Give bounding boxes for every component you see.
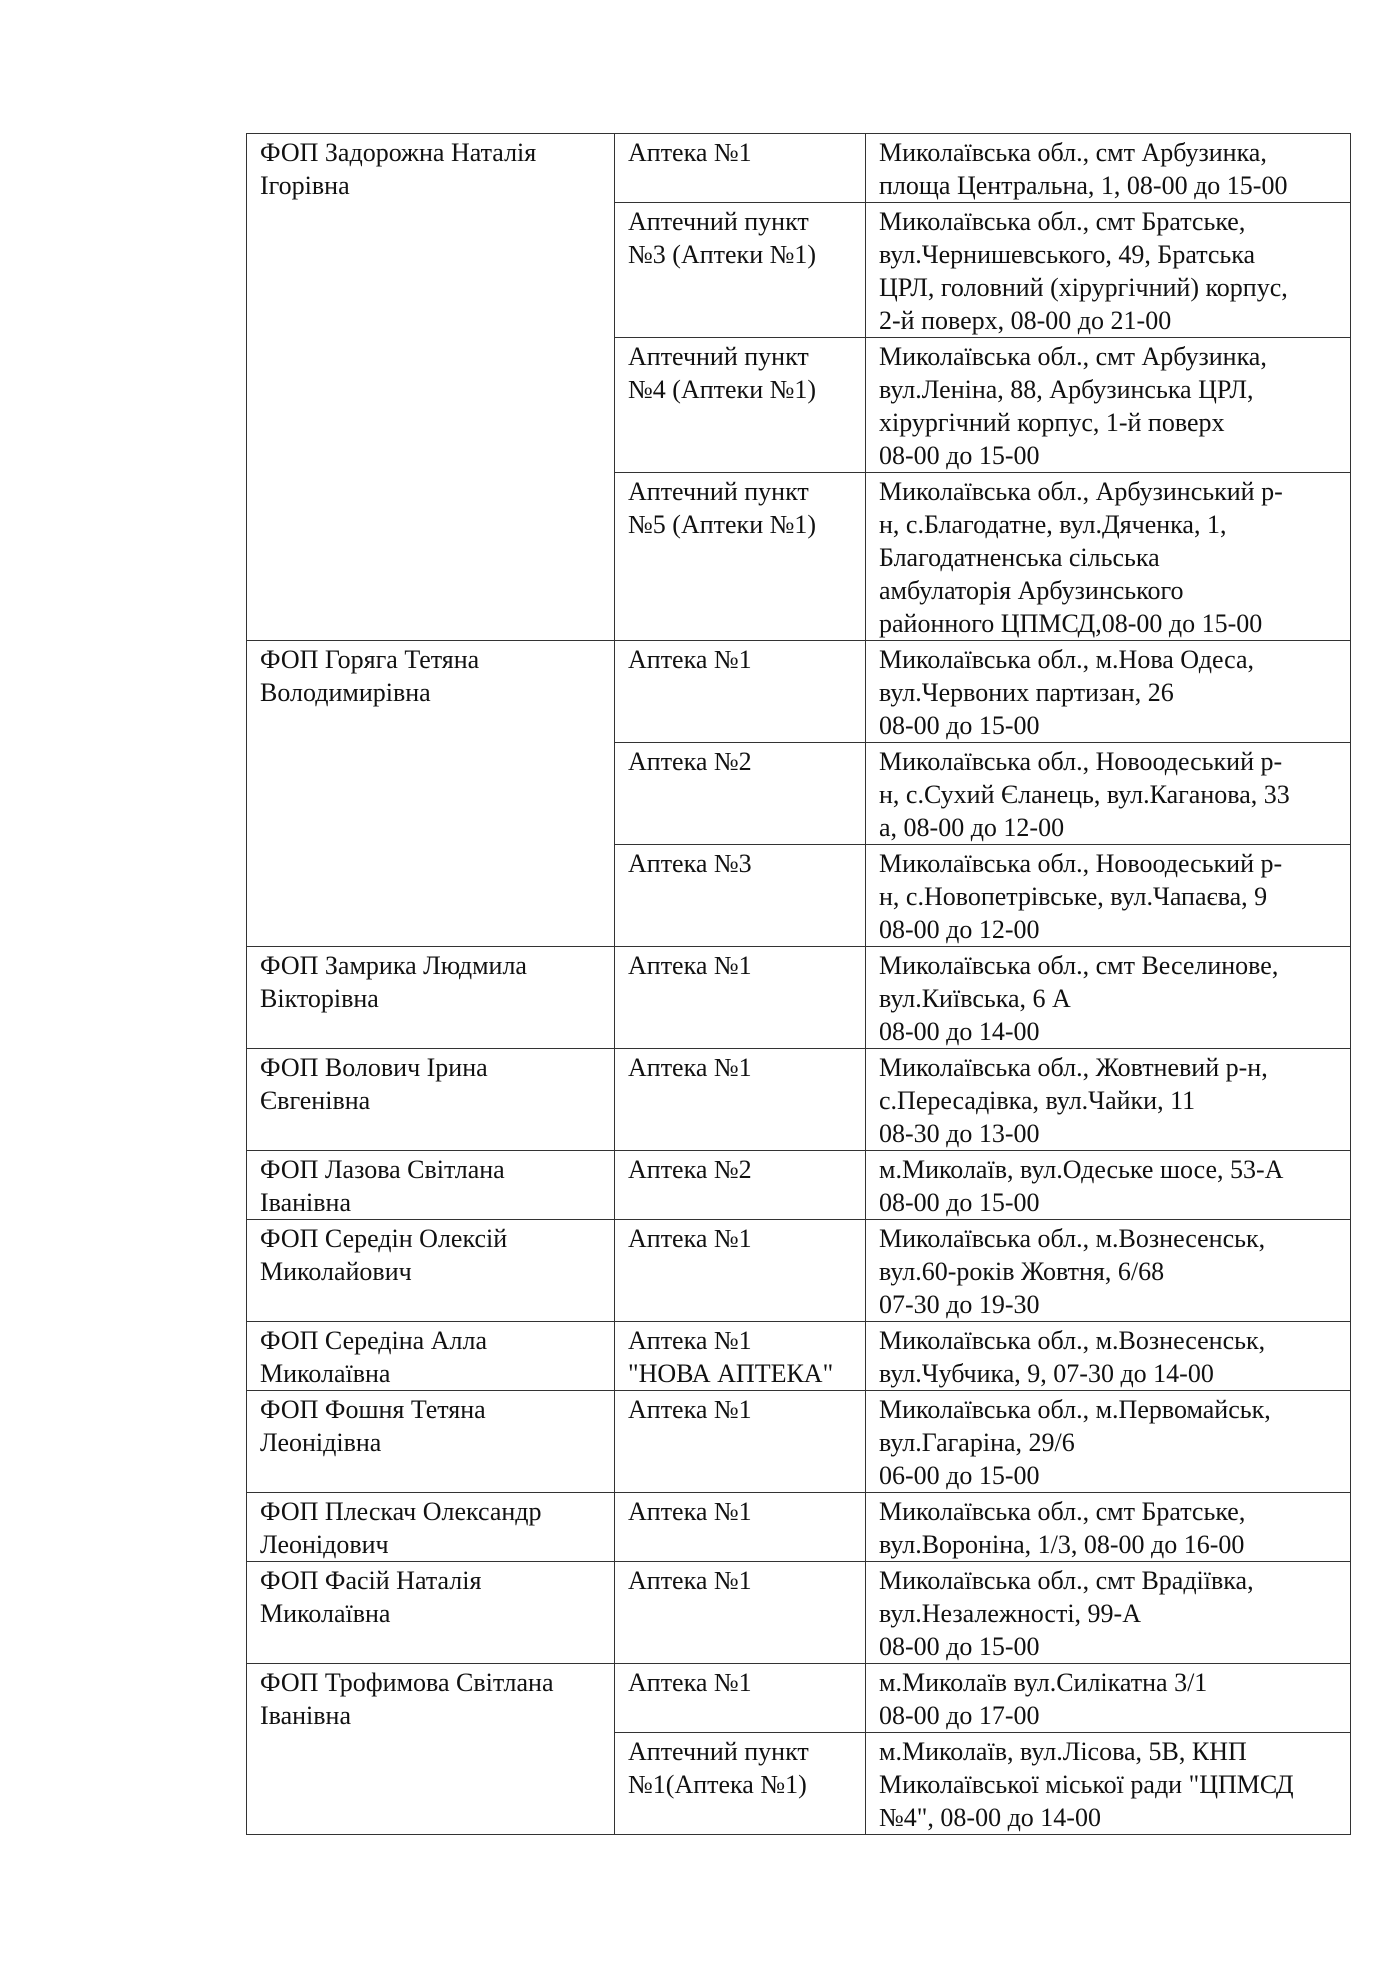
table-row: [247, 1664, 1351, 1733]
address-cell: [866, 947, 1351, 1049]
address-cell: [866, 1049, 1351, 1151]
address-line: н, с.Сухий Єланець, вул.Каганова, 33: [879, 780, 1290, 809]
table-row: [247, 1391, 1351, 1493]
address-line: н, с.Новопетрівське, вул.Чапаєва, 9: [879, 882, 1268, 911]
address-line: Благодатненська сільська: [879, 543, 1160, 572]
address-line: вул.Гагаріна, 29/6: [879, 1428, 1075, 1457]
table-row: [247, 1220, 1351, 1322]
pharmacy-name-line: "НОВА АПТЕКА": [628, 1359, 834, 1388]
pharmacy-cell: [615, 1151, 866, 1220]
pharmacy-name-line: Аптека №2: [628, 1155, 752, 1184]
address-cell: [866, 1391, 1351, 1493]
pharmacy-name-line: Аптека №2: [628, 747, 752, 776]
pharmacy-cell: [615, 1391, 866, 1493]
owner-name-line: ФОП Горяга Тетяна: [260, 645, 480, 674]
pharmacy-name-line: Аптека №1: [628, 1224, 752, 1253]
pharmacy-name-line: Аптечний пункт: [628, 207, 809, 236]
address-line: н, с.Благодатне, вул.Дяченка, 1,: [879, 510, 1227, 539]
owner-name-line: Ігорівна: [260, 171, 350, 200]
address-line: Миколаївська обл., смт Веселинове,: [879, 951, 1279, 980]
owner-cell: [247, 1151, 615, 1220]
owner-name-line: Леонідівна: [260, 1428, 382, 1457]
table-row: [247, 1322, 1351, 1391]
pharmacy-cell: [615, 641, 866, 743]
pharmacy-name-line: Аптечний пункт: [628, 1737, 809, 1766]
owner-cell: [247, 641, 615, 947]
address-line: м.Миколаїв, вул.Одеське шосе, 53-А: [879, 1155, 1284, 1184]
address-line: Миколаївська обл., смт Врадіївка,: [879, 1566, 1254, 1595]
address-line: 08-00 до 17-00: [879, 1701, 1040, 1730]
address-line: с.Пересадівка, вул.Чайки, 11: [879, 1086, 1196, 1115]
owner-cell: [247, 1664, 615, 1835]
address-line: Миколаївська обл., смт Арбузинка,: [879, 342, 1267, 371]
owner-name-line: ФОП Волович Ірина: [260, 1053, 488, 1082]
address-line: Миколаївська обл., Арбузинський р-: [879, 477, 1283, 506]
address-line: Миколаївська обл., смт Братське,: [879, 1497, 1246, 1526]
owner-name-line: ФОП Замрика Людмила: [260, 951, 527, 980]
address-line: площа Центральна, 1, 08-00 до 15-00: [879, 171, 1288, 200]
address-line: 2-й поверх, 08-00 до 21-00: [879, 306, 1172, 335]
address-cell: [866, 1322, 1351, 1391]
address-line: вул.Незалежності, 99-А: [879, 1599, 1141, 1628]
owner-cell: [247, 1391, 615, 1493]
address-line: вул.Червоних партизан, 26: [879, 678, 1174, 707]
address-line: Миколаївська обл., м.Вознесенськ,: [879, 1224, 1266, 1253]
pharmacy-cell: [615, 203, 866, 338]
address-line: 07-30 до 19-30: [879, 1290, 1040, 1319]
owner-name-line: Володимирівна: [260, 678, 431, 707]
owner-cell: [247, 1322, 615, 1391]
pharmacy-name-line: №5 (Аптеки №1): [628, 510, 817, 539]
address-line: вул.60-років Жовтня, 6/68: [879, 1257, 1165, 1286]
address-line: ЦРЛ, головний (хірургічний) корпус,: [879, 273, 1288, 302]
table-row: [247, 1049, 1351, 1151]
pharmacy-name-line: Аптека №1: [628, 1566, 752, 1595]
owner-name-line: Іванівна: [260, 1701, 351, 1730]
pharmacy-name-line: Аптека №1: [628, 645, 752, 674]
owner-name-line: ФОП Плескач Олександр: [260, 1497, 542, 1526]
pharmacy-cell: [615, 1493, 866, 1562]
address-line: 08-00 до 15-00: [879, 711, 1040, 740]
pharmacy-name-line: №3 (Аптеки №1): [628, 240, 817, 269]
owner-name-line: ФОП Трофимова Світлана: [260, 1668, 554, 1697]
address-cell: [866, 134, 1351, 203]
pharmacy-table: [246, 133, 1351, 1835]
address-cell: [866, 473, 1351, 641]
pharmacy-name-line: Аптека №1: [628, 1053, 752, 1082]
address-line: Миколаївська обл., смт Арбузинка,: [879, 138, 1267, 167]
address-line: Миколаївська обл., Жовтневий р-н,: [879, 1053, 1268, 1082]
owner-name-line: Євгенівна: [260, 1086, 371, 1115]
pharmacy-name-line: №1(Аптека №1): [628, 1770, 807, 1799]
pharmacy-cell: [615, 134, 866, 203]
pharmacy-cell: [615, 1322, 866, 1391]
address-line: Миколаївської міської ради "ЦПМСД: [879, 1770, 1294, 1799]
address-line: вул.Чубчика, 9, 07-30 до 14-00: [879, 1359, 1214, 1388]
address-cell: [866, 1151, 1351, 1220]
address-line: районного ЦПМСД,08-00 до 15-00: [879, 609, 1263, 638]
table-row: [247, 947, 1351, 1049]
owner-name-line: ФОП Середіна Алла: [260, 1326, 487, 1355]
address-line: м.Миколаїв вул.Силікатна 3/1: [879, 1668, 1208, 1697]
address-cell: [866, 203, 1351, 338]
owner-name-line: Миколайович: [260, 1257, 412, 1286]
owner-name-line: Вікторівна: [260, 984, 379, 1013]
table-row: [247, 1151, 1351, 1220]
address-line: хірургічний корпус, 1-й поверх: [879, 408, 1225, 437]
owner-cell: [247, 1562, 615, 1664]
owner-cell: [247, 947, 615, 1049]
pharmacy-name-line: Аптека №1: [628, 1497, 752, 1526]
table-row: [247, 1493, 1351, 1562]
pharmacy-cell: [615, 1733, 866, 1835]
address-line: Миколаївська обл., м.Первомайськ,: [879, 1395, 1271, 1424]
address-line: вул.Київська, 6 А: [879, 984, 1071, 1013]
pharmacy-cell: [615, 1562, 866, 1664]
address-cell: [866, 338, 1351, 473]
owner-cell: [247, 1220, 615, 1322]
address-line: Миколаївська обл., м.Нова Одеса,: [879, 645, 1255, 674]
owner-cell: [247, 134, 615, 641]
address-line: вул.Чернишевського, 49, Братська: [879, 240, 1256, 269]
pharmacy-name-line: Аптечний пункт: [628, 477, 809, 506]
pharmacy-name-line: Аптека №3: [628, 849, 752, 878]
pharmacy-cell: [615, 473, 866, 641]
owner-name-line: Леонідович: [260, 1530, 389, 1559]
address-line: а, 08-00 до 12-00: [879, 813, 1065, 842]
pharmacy-name-line: Аптека №1: [628, 951, 752, 980]
owner-name-line: ФОП Задорожна Наталія: [260, 138, 537, 167]
pharmacy-table-body: [247, 134, 1351, 1835]
address-line: 08-00 до 12-00: [879, 915, 1040, 944]
address-cell: [866, 845, 1351, 947]
owner-name-line: Іванівна: [260, 1188, 351, 1217]
pharmacy-name-line: Аптека №1: [628, 1395, 752, 1424]
address-line: 08-30 до 13-00: [879, 1119, 1040, 1148]
address-cell: [866, 641, 1351, 743]
address-line: 06-00 до 15-00: [879, 1461, 1040, 1490]
pharmacy-cell: [615, 1220, 866, 1322]
table-row: [247, 641, 1351, 743]
pharmacy-name-line: №4 (Аптеки №1): [628, 375, 817, 404]
address-line: Миколаївська обл., Новоодеський р-: [879, 747, 1283, 776]
address-line: №4", 08-00 до 14-00: [879, 1803, 1101, 1832]
pharmacy-cell: [615, 845, 866, 947]
pharmacy-name-line: Аптечний пункт: [628, 342, 809, 371]
address-line: 08-00 до 15-00: [879, 1188, 1040, 1217]
address-cell: [866, 743, 1351, 845]
address-line: 08-00 до 15-00: [879, 1632, 1040, 1661]
address-line: вул.Леніна, 88, Арбузинська ЦРЛ,: [879, 375, 1254, 404]
pharmacy-cell: [615, 947, 866, 1049]
pharmacy-name-line: Аптека №1: [628, 138, 752, 167]
address-cell: [866, 1220, 1351, 1322]
address-line: Миколаївська обл., смт Братське,: [879, 207, 1246, 236]
pharmacy-name-line: Аптека №1: [628, 1668, 752, 1697]
address-line: 08-00 до 14-00: [879, 1017, 1040, 1046]
owner-name-line: ФОП Фошня Тетяна: [260, 1395, 486, 1424]
address-line: Миколаївська обл., м.Вознесенськ,: [879, 1326, 1266, 1355]
table-row: [247, 1562, 1351, 1664]
address-line: м.Миколаїв, вул.Лісова, 5В, КНП: [879, 1737, 1247, 1766]
owner-name-line: Миколаївна: [260, 1359, 391, 1388]
table-row: [247, 134, 1351, 203]
pharmacy-cell: [615, 1049, 866, 1151]
address-cell: [866, 1733, 1351, 1835]
pharmacy-name-line: Аптека №1: [628, 1326, 752, 1355]
owner-name-line: ФОП Лазова Світлана: [260, 1155, 505, 1184]
address-cell: [866, 1493, 1351, 1562]
owner-name-line: ФОП Середін Олексій: [260, 1224, 508, 1253]
address-line: 08-00 до 15-00: [879, 441, 1040, 470]
pharmacy-cell: [615, 338, 866, 473]
owner-name-line: Миколаївна: [260, 1599, 391, 1628]
address-line: вул.Вороніна, 1/3, 08-00 до 16-00: [879, 1530, 1245, 1559]
owner-name-line: ФОП Фасій Наталія: [260, 1566, 482, 1595]
address-line: Миколаївська обл., Новоодеський р-: [879, 849, 1283, 878]
owner-cell: [247, 1049, 615, 1151]
owner-cell: [247, 1493, 615, 1562]
address-cell: [866, 1664, 1351, 1733]
pharmacy-cell: [615, 1664, 866, 1733]
pharmacy-cell: [615, 743, 866, 845]
address-line: амбулаторія Арбузинського: [879, 576, 1184, 605]
address-cell: [866, 1562, 1351, 1664]
